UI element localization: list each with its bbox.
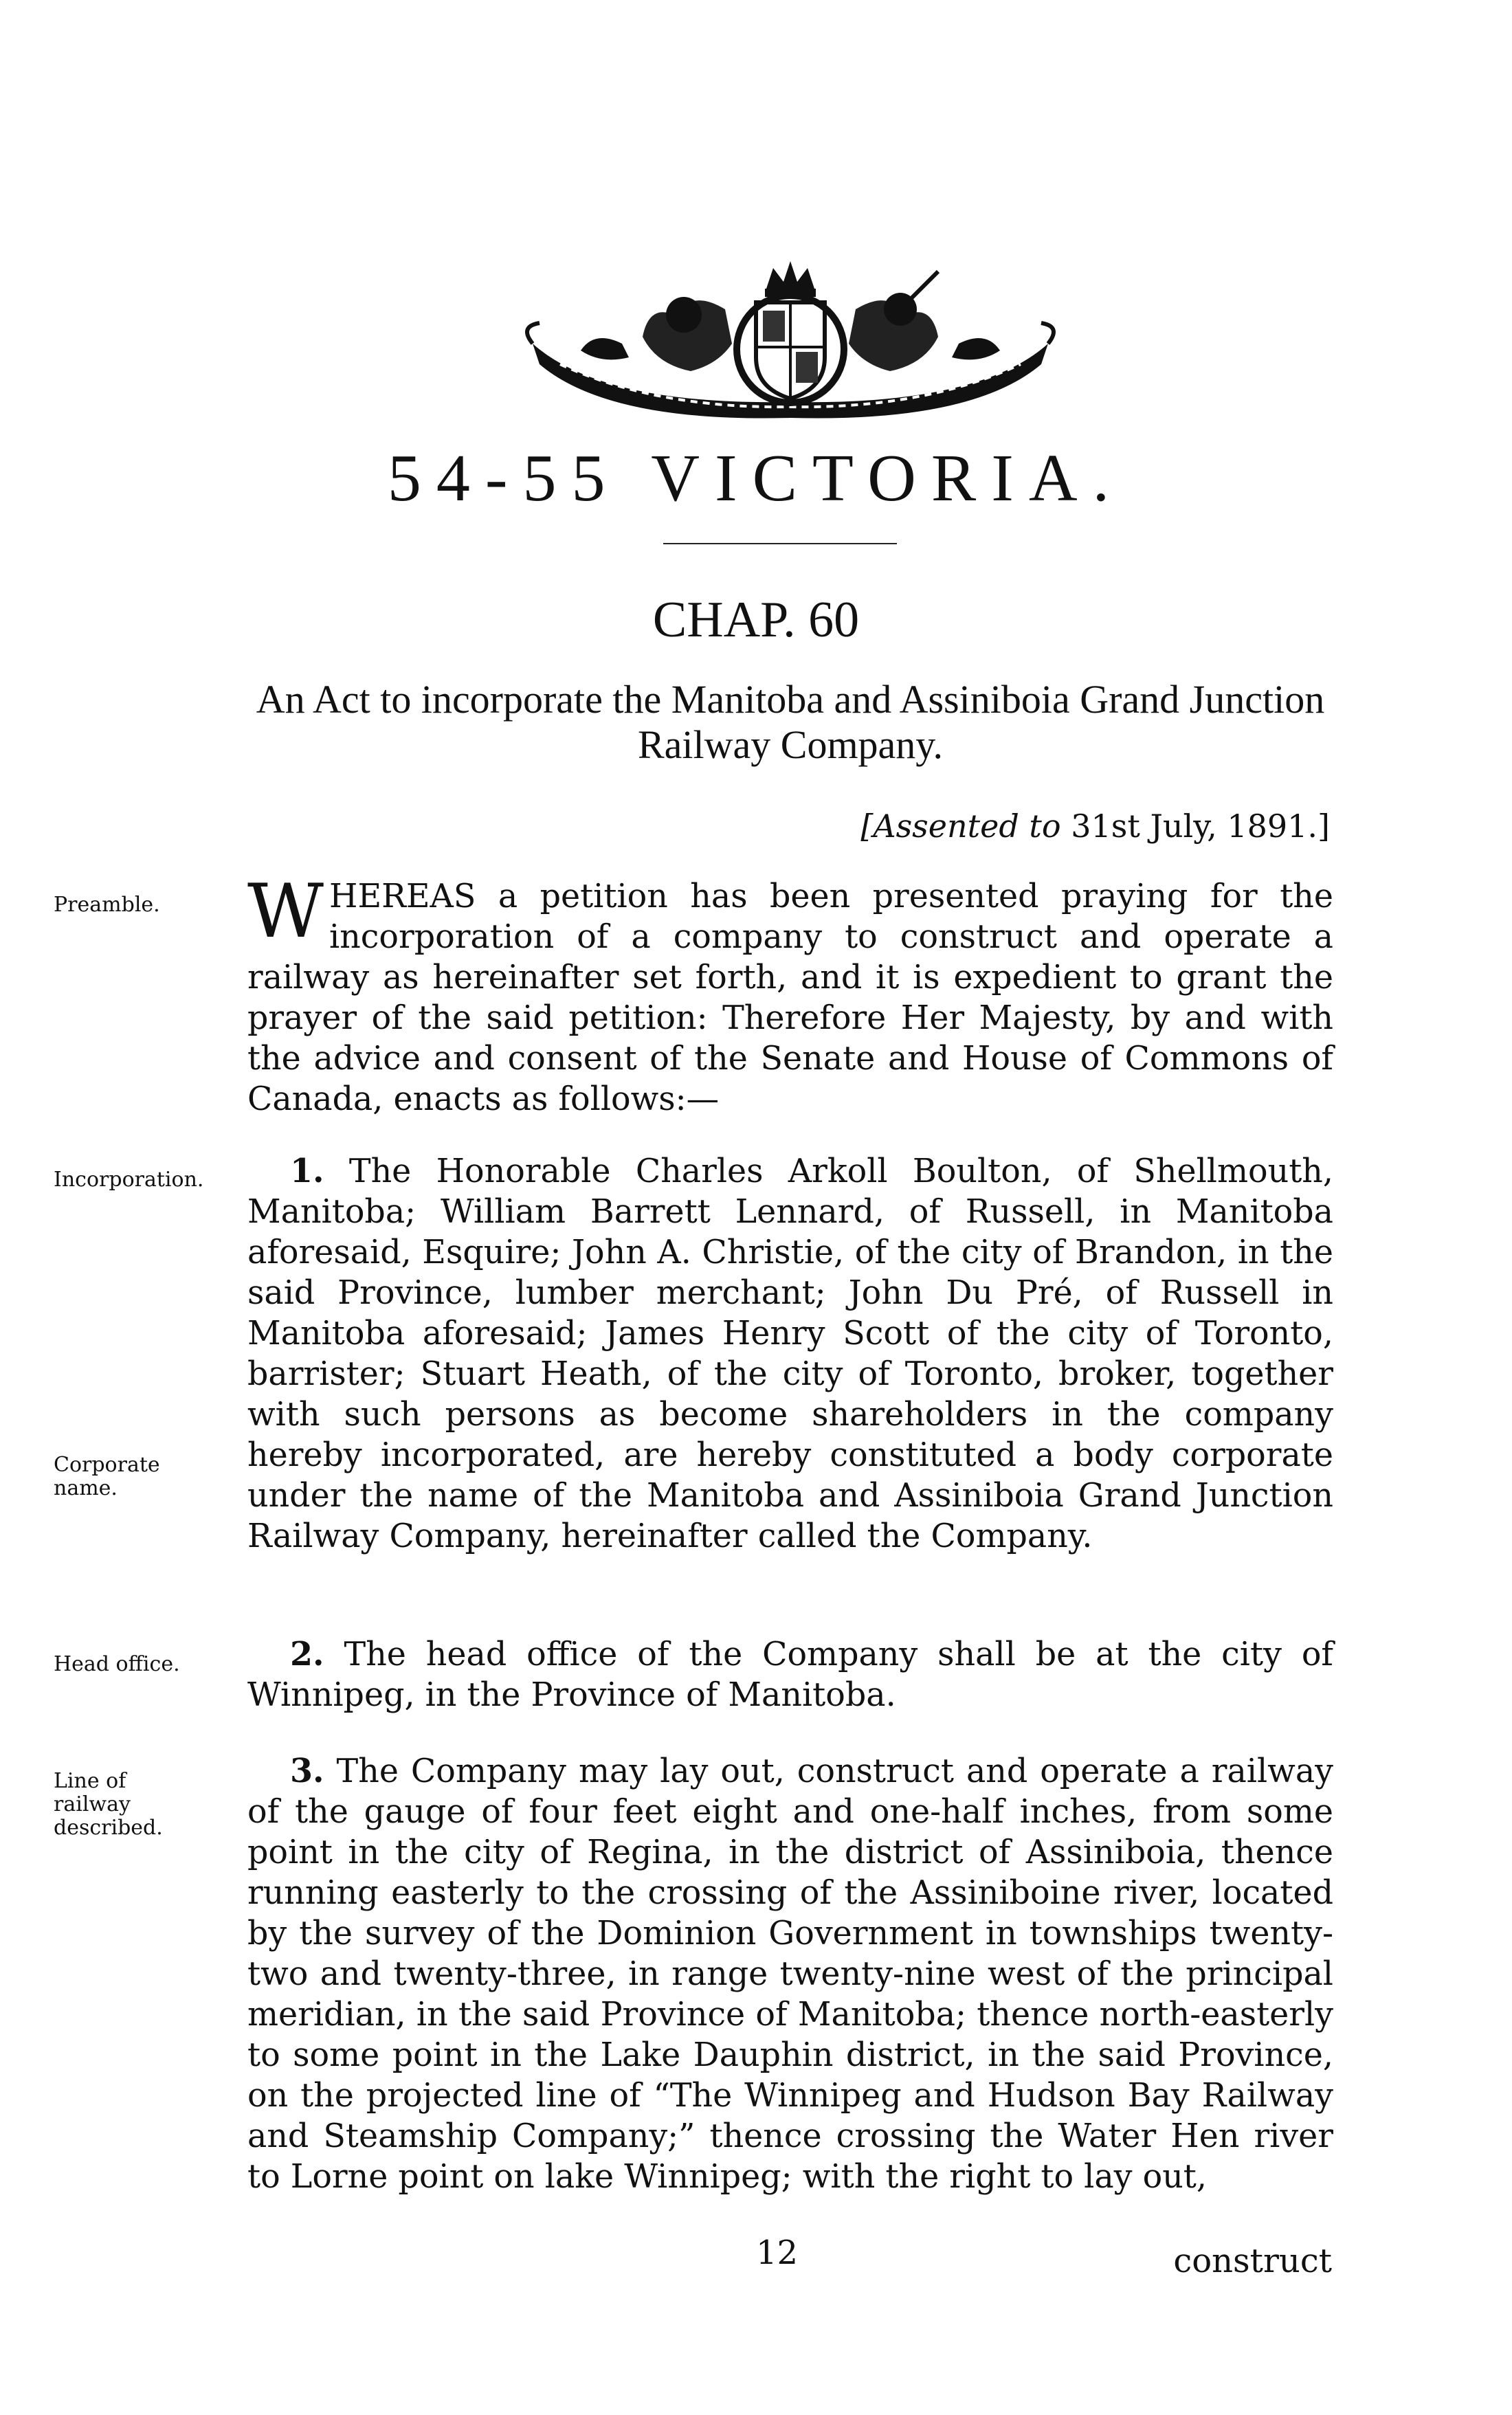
royal-coat-of-arms-icon	[519, 261, 1062, 419]
page-number: 12	[756, 2234, 799, 2272]
preamble-paragraph	[247, 869, 1333, 1120]
margin-note-head-office: Head office.	[54, 1652, 180, 1676]
preamble-dropcap: W	[247, 869, 324, 955]
section-3-number: 3.	[290, 1752, 324, 1790]
act-title: An Act to incorporate the Manitoba and Assiniboia Grand Junction Railway Company.	[256, 677, 1325, 767]
section-1-paragraph	[247, 1151, 1333, 1557]
regnal-year-title: 54-55 VICTORIA.	[387, 441, 1125, 515]
margin-note-corporate-name: Corporate name.	[54, 1453, 160, 1500]
section-1-number: 1.	[290, 1152, 324, 1190]
assent-prefix: [Assented to	[860, 808, 1061, 845]
margin-note-preamble: Preamble.	[54, 893, 160, 917]
section-2-number: 2.	[290, 1635, 324, 1673]
catchword: construct	[1173, 2242, 1332, 2280]
margin-note-incorporation: Incorporation.	[54, 1168, 204, 1192]
section-2-text: The head office of the Company shall be at the city of Winnipeg, in the Province of Manitoba.	[247, 1636, 1333, 1714]
chapter-number: CHAP. 60	[652, 592, 860, 648]
assent-date: 31st July, 1891.]	[1060, 808, 1330, 845]
preamble-text: HEREAS a petition has been presented praying for the incorporation of a company to construct and operate a railway as hereinafter set forth, and it is expedient to grant the prayer of the said petition: Therefore Her Majesty, by and with the advice and consent of the Senate and House of Commons of Canada, enacts as follows:—	[247, 878, 1333, 1118]
section-1-text: The Honorable Charles Arkoll Boulton, of Shellmouth, Manitoba; William Barrett Lennard, of Russell, in Manitoba aforesaid, Esquire; John A. Christie, of the city of Brandon, in the said Province, lumber merchant; John Du Pré, of Russell in Manitoba aforesaid; James Henry Scott of the city of Toronto, barrister; Stuart Heath, of the city of Toronto, broker, together with such persons as become shareholders in the company hereby incorporated, are hereby constituted a body corporate under the name of the Manitoba and Assiniboia Grand Junction Railway Company, hereinafter called the Company.	[247, 1153, 1333, 1555]
title-divider	[663, 543, 897, 544]
section-3-text: The Company may lay out, construct and operate a railway of the gauge of four feet eight and one-half inches, from some point in the city of Regina, in the district of Assiniboia, thence running easterly to the crossing of the Assiniboine river, located by the survey of the Dominion Government in townships twenty-two and twenty-three, in range twenty-nine west of the principal meridian, in the said Province of Manitoba; thence north-easterly to some point in the Lake Dauphin district, in the said Province, on the projected line of “The Winnipeg and Hudson Bay Railway and Steamship Company;” thence crossing the Water Hen river to Lorne point on lake Winnipeg; with the right to lay out,	[247, 1752, 1333, 2196]
section-3-paragraph	[247, 1751, 1333, 2197]
section-2-paragraph	[247, 1634, 1333, 1715]
margin-note-line-described: Line of railway described.	[54, 1769, 163, 1840]
assent-line	[860, 808, 1330, 845]
